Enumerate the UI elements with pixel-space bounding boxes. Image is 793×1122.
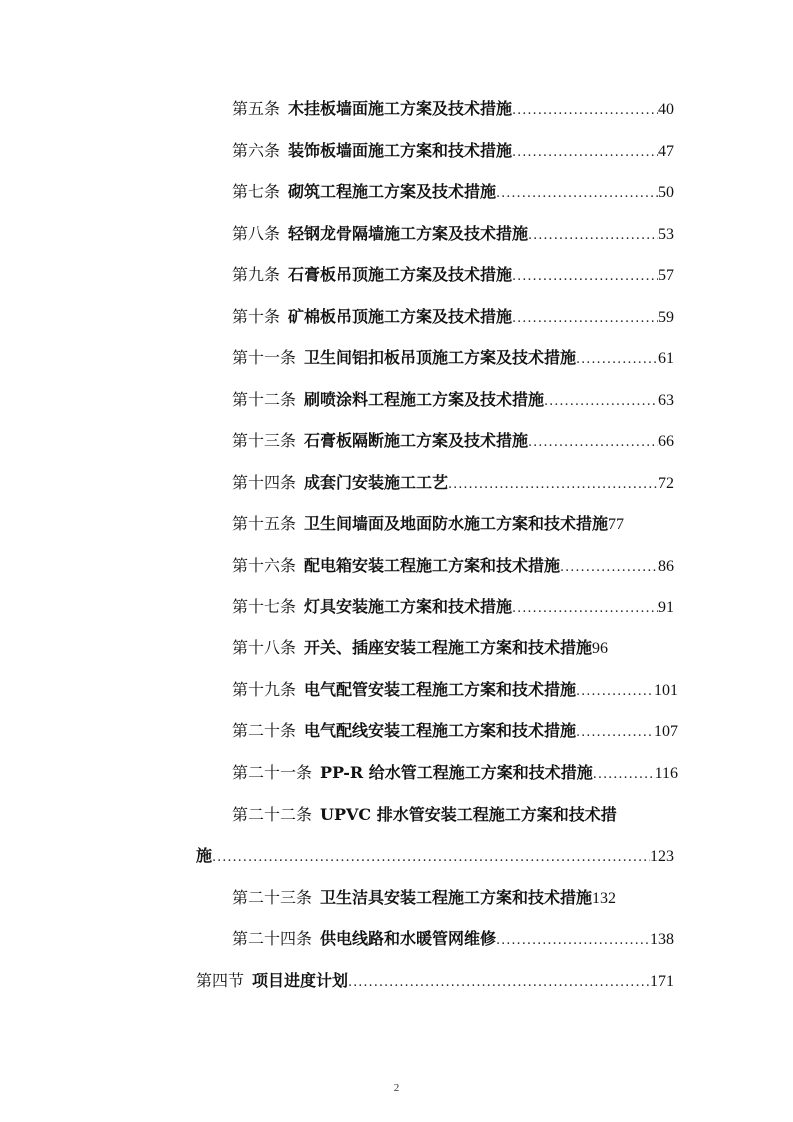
toc-entry-title: 砌筑工程施工方案及技术措施 <box>288 182 497 201</box>
toc-leader-dots <box>212 846 650 870</box>
toc-entry-wrapped-continuation[interactable] <box>196 844 674 868</box>
toc-entry-page: 91 <box>658 599 674 616</box>
page-number: 2 <box>393 1082 400 1094</box>
toc-entry-page: 123 <box>650 848 674 865</box>
toc-entry-title: 卫生间墙面及地面防水施工方案和技术措施 <box>304 514 609 533</box>
toc-entry-title: 轻钢龙骨隔墙施工方案及技术措施 <box>288 224 529 243</box>
toc-entry-number: 第十七条 <box>232 597 297 616</box>
toc-entry-wrapped[interactable] <box>232 803 678 827</box>
toc-entry-page: 50 <box>658 184 674 201</box>
toc-leader-dots <box>544 390 658 414</box>
toc-entry-number: 第十条 <box>232 307 281 326</box>
toc-leader-dots <box>593 763 655 787</box>
toc-leader-dots <box>576 680 654 704</box>
toc-entry-number: 第二十四条 <box>232 929 313 948</box>
toc-section-number: 第四节 <box>196 971 245 990</box>
toc-entry-title: 电气配线安装工程施工方案和技术措施 <box>304 721 577 740</box>
toc-entry[interactable] <box>232 180 674 204</box>
toc-entry-title: 卫生洁具安装工程施工方案和技术措施 <box>320 888 593 907</box>
toc-entry-number: 第十四条 <box>232 473 297 492</box>
toc-entry-title: PP-R 给水管工程施工方案和技术措施 <box>320 763 593 782</box>
toc-entry-page: 66 <box>658 433 674 450</box>
toc-section-entry[interactable] <box>196 969 674 993</box>
toc-entry[interactable] <box>232 719 678 743</box>
toc-entry-title: 供电线路和水暖管网维修 <box>320 929 497 948</box>
toc-entry[interactable] <box>232 222 674 246</box>
toc-entry[interactable] <box>232 471 674 495</box>
toc-entry-title: 灯具安装施工方案和技术措施 <box>304 597 513 616</box>
toc-entry[interactable] <box>232 761 678 785</box>
toc-entry-number: 第八条 <box>232 224 281 243</box>
toc-entry-title: 开关、插座安装工程施工方案和技术措施 <box>304 638 593 657</box>
toc-entry-page: 77 <box>608 516 625 533</box>
toc-entry-page: 96 <box>592 640 609 657</box>
toc-entry[interactable] <box>232 263 674 287</box>
toc-entry-number: 第九条 <box>232 265 281 284</box>
toc-entry[interactable] <box>232 636 678 660</box>
toc-entry[interactable] <box>232 429 674 453</box>
toc-entry-number: 第五条 <box>232 99 281 118</box>
toc-entry-title: 刷喷涂料工程施工方案及技术措施 <box>304 390 545 409</box>
toc-entry-title: 木挂板墙面施工方案及技术措施 <box>288 99 513 118</box>
toc-entry-title-continuation: 施 <box>196 846 213 865</box>
toc-entry-number: 第二十一条 <box>232 763 313 782</box>
toc-leader-dots <box>512 99 658 123</box>
toc-leader-dots <box>560 556 658 580</box>
toc-entry-page: 138 <box>650 931 674 948</box>
toc-leader-dots <box>528 431 658 455</box>
toc-entry-page: 53 <box>658 226 674 243</box>
toc-leader-dots <box>348 971 650 995</box>
toc-leader-dots <box>512 597 658 621</box>
toc-leader-dots <box>496 929 650 953</box>
toc-entry-page: 57 <box>658 267 674 284</box>
toc-entry-number: 第十九条 <box>232 680 297 699</box>
toc-entry-number: 第七条 <box>232 182 281 201</box>
toc-section-title: 项目进度计划 <box>252 971 349 990</box>
toc-entry-page: 116 <box>654 765 678 782</box>
toc-entry[interactable] <box>232 139 674 163</box>
toc-entry-title: 石膏板隔断施工方案及技术措施 <box>304 431 529 450</box>
toc-entry-page: 63 <box>658 392 674 409</box>
toc-entry-page: 132 <box>592 890 617 907</box>
toc-entry[interactable] <box>232 388 674 412</box>
toc-entry-page: 59 <box>658 309 674 326</box>
toc-leader-dots <box>576 721 654 745</box>
toc-leader-dots <box>512 141 658 165</box>
toc-entry-number: 第十三条 <box>232 431 297 450</box>
toc-leader-dots <box>512 265 658 289</box>
toc-entry-title: 配电箱安装工程施工方案和技术措施 <box>304 556 561 575</box>
toc-entry-title: 电气配管安装工程施工方案和技术措施 <box>304 680 577 699</box>
toc-entry-page: 86 <box>658 558 674 575</box>
toc-entry-title: 装饰板墙面施工方案和技术措施 <box>288 141 513 160</box>
toc-entry-number: 第十一条 <box>232 348 297 367</box>
toc-entry-page: 47 <box>658 143 674 160</box>
toc-entry[interactable] <box>232 512 692 536</box>
toc-leader-dots <box>496 182 658 206</box>
toc-entry-page: 61 <box>658 350 674 367</box>
toc-leader-dots <box>576 348 658 372</box>
toc-entry-number: 第六条 <box>232 141 281 160</box>
toc-entry-title: UPVC 排水管安装工程施工方案和技术措 <box>320 805 617 824</box>
toc-leader-dots <box>448 473 658 497</box>
toc-entry-number: 第二十二条 <box>232 805 313 824</box>
toc-entry-number: 第十五条 <box>232 514 297 533</box>
toc-section-page: 171 <box>650 973 674 990</box>
toc-entry-page: 101 <box>654 682 678 699</box>
toc-entry[interactable] <box>232 927 674 951</box>
toc-entry-title: 成套门安装施工工艺 <box>304 473 449 492</box>
toc-entry-number: 第十六条 <box>232 556 297 575</box>
toc-entry-title: 矿棉板吊顶施工方案及技术措施 <box>288 307 513 326</box>
toc-entry[interactable] <box>232 305 674 329</box>
toc-entry-number: 第十二条 <box>232 390 297 409</box>
toc-entry-number: 第十八条 <box>232 638 297 657</box>
toc-leader-dots <box>528 224 658 248</box>
toc-entry-page: 40 <box>658 101 674 118</box>
toc-entry-page: 72 <box>658 475 674 492</box>
toc-entry-number: 第二十三条 <box>232 888 313 907</box>
toc-entry-title: 卫生间铝扣板吊顶施工方案及技术措施 <box>304 348 577 367</box>
toc-entry[interactable] <box>232 678 678 702</box>
toc-entry[interactable] <box>232 886 682 910</box>
toc-entry-title: 石膏板吊顶施工方案及技术措施 <box>288 265 513 284</box>
toc-entry[interactable] <box>232 346 674 370</box>
toc-leader-dots <box>512 307 658 331</box>
toc-entry-number: 第二十条 <box>232 721 297 740</box>
toc-entry-page: 107 <box>654 723 678 740</box>
toc-entry[interactable] <box>232 595 674 619</box>
toc-entry[interactable] <box>232 97 674 121</box>
toc-entry[interactable] <box>232 554 674 578</box>
